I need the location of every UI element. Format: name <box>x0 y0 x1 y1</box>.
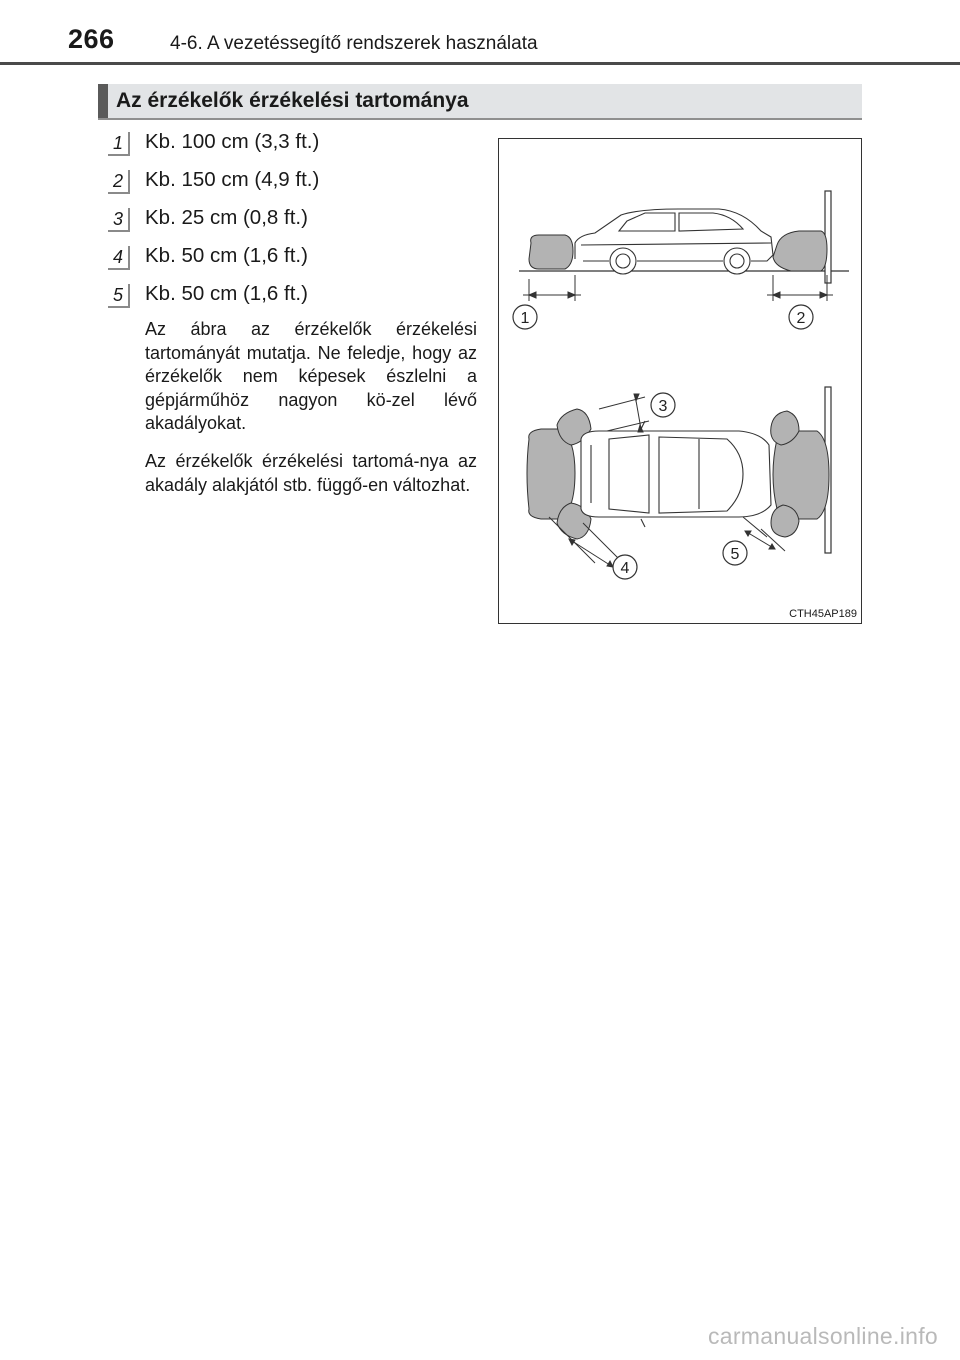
section-accent <box>98 84 108 118</box>
sensor-range-illustration <box>499 139 861 623</box>
front-sensor-zone <box>773 231 827 271</box>
note-paragraph: Az érzékelők érzékelési tartomá-nya az akadály alakjától stb. függő-en változhat. <box>145 451 477 495</box>
page-number: 266 <box>68 24 115 54</box>
section-title: Az érzékelők érzékelési tartománya <box>116 89 469 112</box>
car-top-icon <box>581 421 771 527</box>
callout-5 <box>723 541 747 565</box>
car-side-icon <box>575 209 773 274</box>
item-number-badge: 3 <box>108 208 130 232</box>
dimension-arrow <box>767 275 833 301</box>
top-view <box>527 387 831 579</box>
list-item <box>108 280 478 318</box>
list-item <box>108 204 478 242</box>
item-text: Kb. 100 cm (3,3 ft.) <box>145 130 320 153</box>
watermark: carmanualsonline.info <box>707 1323 938 1349</box>
callout-label: 2 <box>796 310 806 327</box>
list-item <box>108 128 478 166</box>
callout-label: 3 <box>658 398 668 415</box>
item-text: Kb. 50 cm (1,6 ft.) <box>145 282 308 305</box>
callout-2 <box>789 305 813 329</box>
item-number-badge: 2 <box>108 170 130 194</box>
header-rule <box>0 62 960 65</box>
list-item <box>108 166 478 204</box>
figure-code: CTH45AP189 <box>789 608 857 620</box>
callout-label: 1 <box>520 310 530 327</box>
callout-1 <box>513 305 537 329</box>
item-number-badge: 5 <box>108 284 130 308</box>
callout-3 <box>651 393 675 417</box>
item-text: Kb. 25 cm (0,8 ft.) <box>145 206 308 229</box>
section-heading-bar <box>98 84 862 120</box>
callout-4 <box>613 555 637 579</box>
dimension-arrow <box>523 275 581 301</box>
callout-label: 5 <box>730 546 740 563</box>
list-item <box>108 242 478 280</box>
side-view <box>513 191 849 329</box>
sensor-range-figure <box>498 138 862 624</box>
callout-label: 4 <box>620 560 630 577</box>
item-text: Kb. 150 cm (4,9 ft.) <box>145 168 320 191</box>
note-paragraph: Az ábra az érzékelők érzékelési tartományát mutatja. Ne feledje, hogy az érzékelők nem képesek észlelni a gépjárműhöz nagyon kö-zel lévő akadályokat. <box>145 319 477 433</box>
page-header <box>0 0 960 66</box>
item-number-badge: 1 <box>108 132 130 156</box>
item-text: Kb. 50 cm (1,6 ft.) <box>145 244 308 267</box>
chapter-title: 4-6. A vezetéssegítő rendszerek használata <box>170 33 538 54</box>
rear-sensor-zone <box>529 235 573 269</box>
dimension-arrow <box>599 394 649 432</box>
item-number-badge: 4 <box>108 246 130 270</box>
range-list <box>108 128 478 318</box>
